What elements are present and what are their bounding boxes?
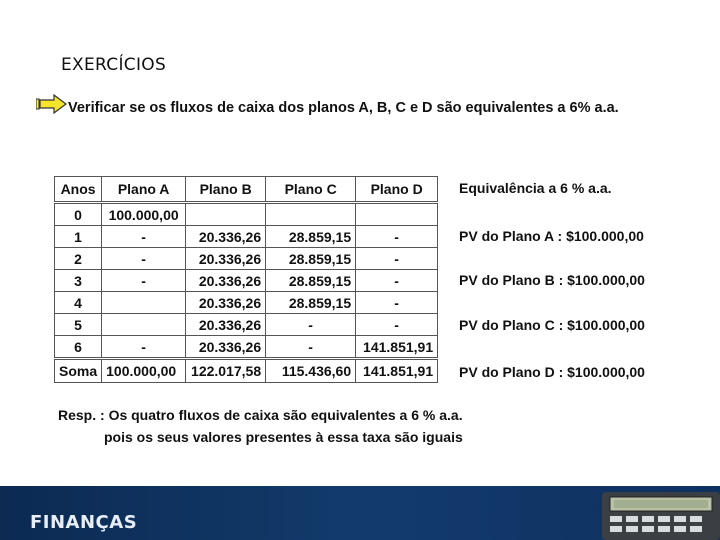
cell-plano-a: [102, 292, 186, 314]
cell-plano-d: -: [356, 226, 438, 248]
cell-plano-a: -: [102, 336, 186, 359]
cell-plano-d: 141.851,91: [356, 336, 438, 359]
cell-plano-d: -: [356, 314, 438, 336]
cell-plano-a: -: [102, 248, 186, 270]
pv-plano-c: PV do Plano C : $100.000,00: [459, 317, 645, 333]
cell-plano-b: 20.336,26: [186, 314, 266, 336]
cell-plano-b: 20.336,26: [186, 336, 266, 359]
cell-ano: 4: [55, 292, 102, 314]
pv-plano-a: PV do Plano A : $100.000,00: [459, 228, 644, 244]
col-header-plano-d: Plano D: [356, 177, 438, 203]
cell-plano-b: 20.336,26: [186, 270, 266, 292]
col-header-anos: Anos: [55, 177, 102, 203]
cell-ano: 1: [55, 226, 102, 248]
slide-title: EXERCÍCIOS: [61, 55, 167, 75]
cell-plano-c: 28.859,15: [266, 248, 356, 270]
cell-plano-d: -: [356, 292, 438, 314]
table-row: [55, 270, 438, 292]
cell-plano-c: 28.859,15: [266, 292, 356, 314]
cell-plano-c: -: [266, 314, 356, 336]
arrow-icon: [36, 94, 68, 114]
cell-plano-b: [186, 203, 266, 226]
cell-plano-c: [266, 203, 356, 226]
cell-plano-d: [356, 203, 438, 226]
cell-soma-plano-a: 100.000,00: [102, 359, 186, 383]
pv-plano-d: PV do Plano D : $100.000,00: [459, 364, 645, 380]
cell-plano-d: -: [356, 270, 438, 292]
cell-plano-b: 20.336,26: [186, 292, 266, 314]
table-sum-row: [55, 359, 438, 383]
footer-brand: FINANÇAS: [30, 512, 138, 533]
pv-plano-b: PV do Plano B : $100.000,00: [459, 272, 645, 288]
cell-ano: 0: [55, 203, 102, 226]
table-row: [55, 248, 438, 270]
cell-plano-a: 100.000,00: [102, 203, 186, 226]
headline: Verificar se os fluxos de caixa dos planos A, B, C e D são equivalentes a 6% a.a.: [68, 100, 619, 116]
col-header-plano-a: Plano A: [102, 177, 186, 203]
cell-soma-plano-c: 115.436,60: [266, 359, 356, 383]
table-row: [55, 226, 438, 248]
table-row: [55, 336, 438, 359]
table-row: [55, 292, 438, 314]
cell-plano-d: -: [356, 248, 438, 270]
table-row: [55, 203, 438, 226]
cell-plano-a: -: [102, 226, 186, 248]
table-row: [55, 314, 438, 336]
cell-ano: 2: [55, 248, 102, 270]
cell-soma-label: Soma: [55, 359, 102, 383]
cell-ano: 3: [55, 270, 102, 292]
cell-ano: 6: [55, 336, 102, 359]
calculator-icon: [598, 492, 720, 540]
cash-flow-table: [54, 176, 438, 383]
cell-ano: 5: [55, 314, 102, 336]
table-header-row: [55, 177, 438, 203]
cell-soma-plano-d: 141.851,91: [356, 359, 438, 383]
cell-plano-c: -: [266, 336, 356, 359]
answer-line-1: Resp. : Os quatro fluxos de caixa são equivalentes a 6 % a.a.: [58, 407, 463, 423]
cell-plano-a: -: [102, 270, 186, 292]
answer-line-2: pois os seus valores presentes à essa taxa são iguais: [104, 429, 463, 445]
cell-plano-b: 20.336,26: [186, 248, 266, 270]
cell-soma-plano-b: 122.017,58: [186, 359, 266, 383]
cell-plano-b: 20.336,26: [186, 226, 266, 248]
answer-block: [58, 404, 463, 448]
col-header-plano-b: Plano B: [186, 177, 266, 203]
equivalencia-label: Equivalência a 6 % a.a.: [459, 180, 612, 196]
cell-plano-c: 28.859,15: [266, 226, 356, 248]
col-header-plano-c: Plano C: [266, 177, 356, 203]
cell-plano-c: 28.859,15: [266, 270, 356, 292]
cell-plano-a: [102, 314, 186, 336]
